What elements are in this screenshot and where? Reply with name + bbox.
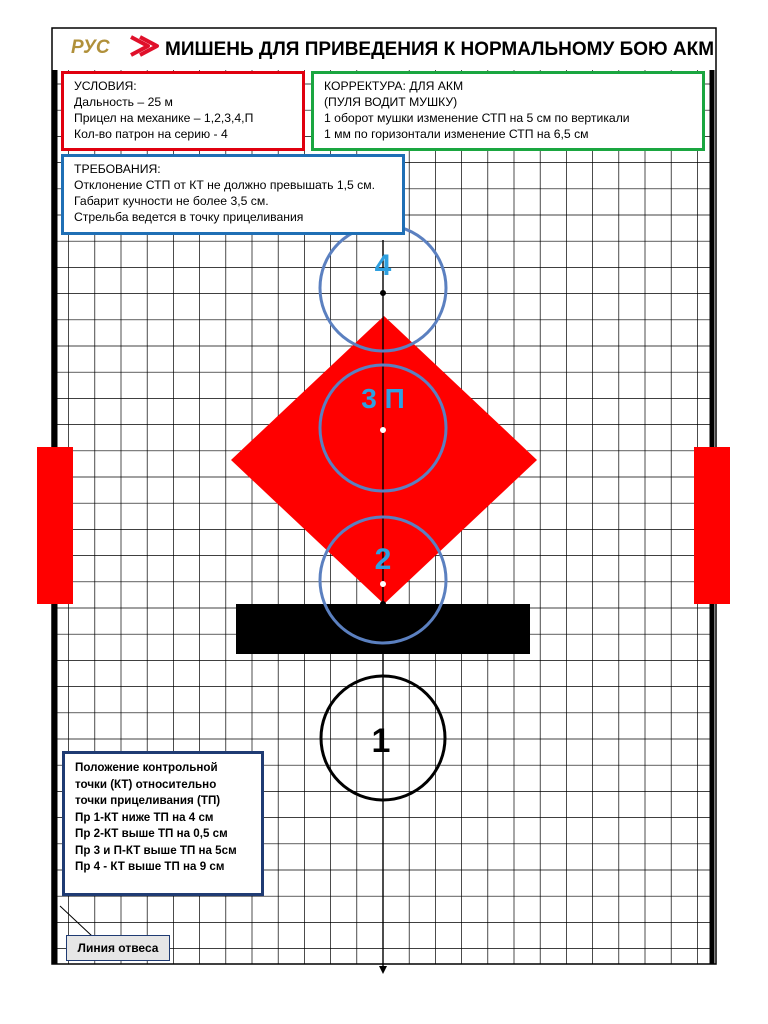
- conditions-line: Дальность – 25 м: [74, 95, 173, 109]
- plumb-line-label: Линия отвеса: [66, 935, 170, 961]
- control-point-heading: точки прицеливания (ТП): [75, 794, 221, 807]
- requirements-heading: ТРЕБОВАНИЯ:: [74, 162, 161, 176]
- label-4: 4: [374, 249, 392, 282]
- control-point-line: Пр 1-КТ ниже ТП на 4 см: [75, 810, 214, 824]
- requirements-line: Габарит кучности не более 3,5 см.: [74, 194, 269, 208]
- control-point-heading: Положение контрольной: [75, 761, 218, 774]
- correction-line: 1 мм по горизонтали изменение СТП на 6,5 см: [324, 127, 589, 141]
- requirements-line: Стрельба ведется в точку прицеливания: [74, 210, 304, 224]
- right-red-marker: [694, 447, 730, 604]
- label-1: 1: [371, 722, 391, 760]
- conditions-box: [61, 71, 305, 151]
- correction-line: 1 оборот мушки изменение СТП на 5 см по вертикали: [324, 111, 630, 125]
- page-title: МИШЕНЬ ДЛЯ ПРИВЕДЕНИЯ К НОРМАЛЬНОМУ БОЮ АКМ: [165, 39, 715, 60]
- logo-text: РУС: [71, 37, 110, 58]
- requirements-line: Отклонение СТП от КТ не должно превышать 1,5 см.: [74, 178, 376, 192]
- control-point-line: Пр 2-КТ выше ТП на 0,5 см: [75, 827, 228, 840]
- left-red-marker: [37, 447, 73, 604]
- requirements-box: [61, 154, 405, 235]
- control-point-line: Пр 3 и П-КТ выше ТП на 5см: [75, 843, 237, 857]
- plumb-pointer: [60, 906, 92, 936]
- correction-line: (ПУЛЯ ВОДИТ МУШКУ): [324, 95, 458, 109]
- label-3p: 3 П: [361, 383, 405, 414]
- header: [53, 30, 715, 70]
- label-2: 2: [374, 543, 392, 576]
- correction-heading: КОРРЕКТУРА: ДЛЯ АКМ: [324, 79, 464, 93]
- conditions-line: Прицел на механике – 1,2,3,4,П: [74, 111, 254, 125]
- rus-logo: [53, 30, 165, 70]
- conditions-line: Кол-во патрон на серию - 4: [74, 127, 228, 141]
- control-point-line: Пр 4 - КТ выше ТП на 9 см: [75, 860, 225, 873]
- aim-point: [380, 601, 386, 607]
- arrow-down-icon: [379, 966, 387, 974]
- point-3p: [380, 427, 386, 433]
- control-point-box: [62, 751, 264, 896]
- conditions-heading: УСЛОВИЯ:: [74, 79, 137, 93]
- point-2: [380, 581, 386, 587]
- correction-box: [311, 71, 705, 151]
- control-point-heading: точки (КТ) относительно: [75, 777, 217, 791]
- point-4: [380, 290, 386, 296]
